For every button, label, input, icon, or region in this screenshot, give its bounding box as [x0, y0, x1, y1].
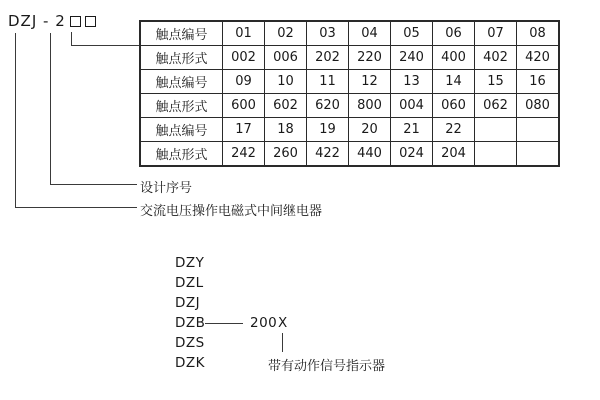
- table-cell: 006: [265, 46, 307, 70]
- table-cell: 602: [265, 94, 307, 118]
- table-cell: 600: [223, 94, 265, 118]
- callout-line-serial-vertical: [50, 33, 51, 184]
- table-cell: 15: [475, 70, 517, 94]
- dzb-variant-x: X: [278, 315, 288, 331]
- row-label: 触点形式: [140, 46, 223, 70]
- model-code-text: DZJ - 2: [8, 12, 66, 30]
- table-row: [140, 21, 559, 46]
- row-label: 触点形式: [140, 94, 223, 118]
- series-item-dzl: DZL: [175, 275, 204, 291]
- table-cell: 004: [391, 94, 433, 118]
- table-cell: [475, 118, 517, 142]
- table-cell: 09: [223, 70, 265, 94]
- callout-line-table-horizontal: [71, 45, 139, 46]
- dzb-connector-line: [205, 323, 243, 324]
- table-cell: 024: [391, 142, 433, 167]
- contact-code-table: [139, 20, 560, 167]
- series-item-dzj: DZJ: [175, 295, 201, 311]
- table-cell: 11: [307, 70, 349, 94]
- series-item-dzs: DZS: [175, 335, 205, 351]
- table-cell: 20: [349, 118, 391, 142]
- table-cell: 08: [517, 21, 560, 46]
- table-cell: 080: [517, 94, 560, 118]
- table-cell: [517, 142, 560, 167]
- table-cell: 17: [223, 118, 265, 142]
- row-label: 触点编号: [140, 21, 223, 46]
- series-item-dzk: DZK: [175, 355, 205, 371]
- table-cell: 03: [307, 21, 349, 46]
- relay-description-label: 交流电压操作电磁式中间继电器: [140, 204, 323, 219]
- table-cell: 240: [391, 46, 433, 70]
- table-cell: 07: [475, 21, 517, 46]
- code-placeholder-box-1: [70, 16, 81, 27]
- indicator-note: 带有动作信号指示器: [268, 359, 386, 374]
- table-row: [140, 70, 559, 94]
- table-cell: 220: [349, 46, 391, 70]
- table-cell: 620: [307, 94, 349, 118]
- table-cell: [475, 142, 517, 167]
- table-cell: 04: [349, 21, 391, 46]
- table-cell: 02: [265, 21, 307, 46]
- callout-line-model-vertical: [15, 33, 16, 207]
- table-row: [140, 118, 559, 142]
- table-cell: 202: [307, 46, 349, 70]
- table-cell: 18: [265, 118, 307, 142]
- callout-line-table-vertical: [71, 32, 72, 45]
- table-row: [140, 46, 559, 70]
- table-cell: 260: [265, 142, 307, 167]
- table-cell: 402: [475, 46, 517, 70]
- table-cell: 19: [307, 118, 349, 142]
- series-item-dzy: DZY: [175, 255, 205, 271]
- table-row: [140, 142, 559, 167]
- table-cell: [517, 118, 560, 142]
- table-cell: 12: [349, 70, 391, 94]
- table-cell: 16: [517, 70, 560, 94]
- table-cell: 400: [433, 46, 475, 70]
- table-cell: 062: [475, 94, 517, 118]
- callout-line-serial-horizontal: [50, 184, 137, 185]
- table-cell: 002: [223, 46, 265, 70]
- table-cell: 01: [223, 21, 265, 46]
- table-cell: 204: [433, 142, 475, 167]
- series-item-dzb: DZB: [175, 315, 206, 331]
- row-label: 触点形式: [140, 142, 223, 167]
- table-cell: 14: [433, 70, 475, 94]
- table-cell: 242: [223, 142, 265, 167]
- table-cell: 10: [265, 70, 307, 94]
- table-cell: 422: [307, 142, 349, 167]
- table-cell: 21: [391, 118, 433, 142]
- table-cell: 800: [349, 94, 391, 118]
- variant-x-pointer-line: [282, 333, 283, 352]
- row-label: 触点编号: [140, 118, 223, 142]
- design-serial-label: 设计序号: [140, 181, 193, 196]
- table-cell: 420: [517, 46, 560, 70]
- table-cell: 060: [433, 94, 475, 118]
- table-cell: 13: [391, 70, 433, 94]
- model-code: [8, 12, 96, 30]
- table-cell: 06: [433, 21, 475, 46]
- dzb-number: 200: [250, 315, 278, 331]
- table-cell: 22: [433, 118, 475, 142]
- table-cell: 440: [349, 142, 391, 167]
- callout-line-model-horizontal: [15, 207, 137, 208]
- row-label: 触点编号: [140, 70, 223, 94]
- table-row: [140, 94, 559, 118]
- code-placeholder-box-2: [85, 16, 96, 27]
- table-cell: 05: [391, 21, 433, 46]
